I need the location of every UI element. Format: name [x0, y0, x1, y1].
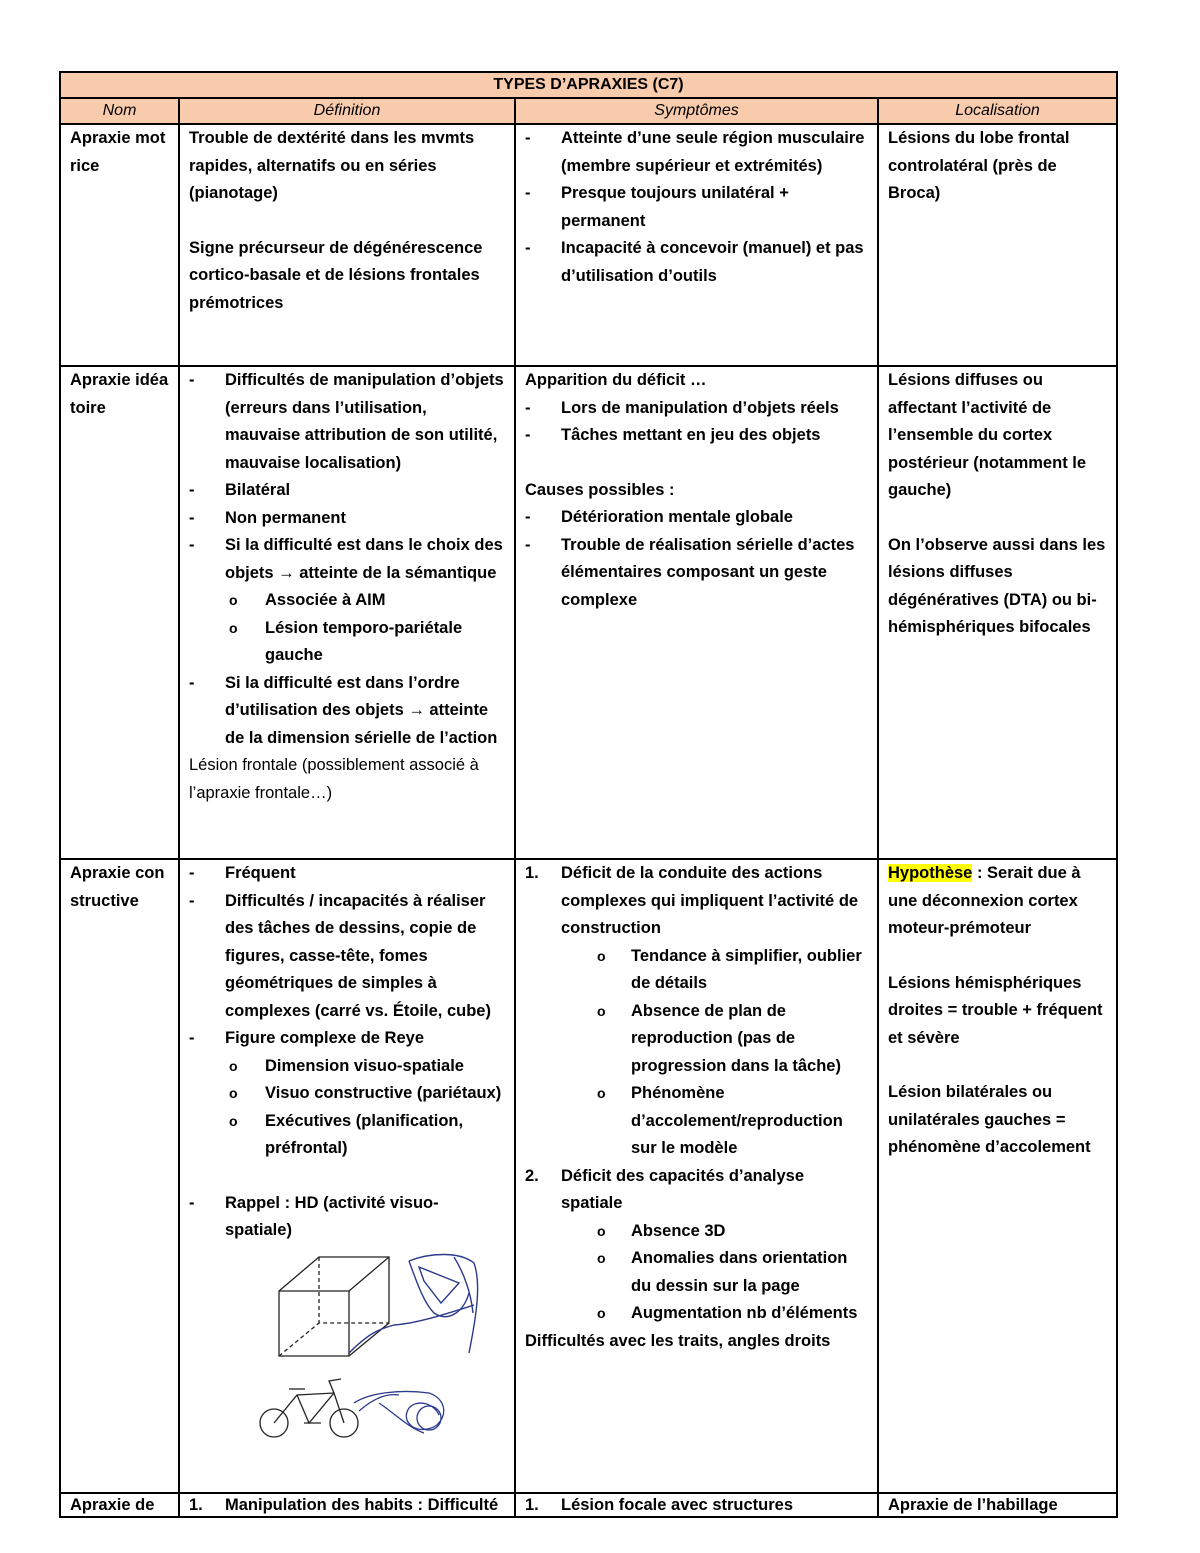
- item-text: Déficit des capacités d’analyse spatiale: [561, 1166, 805, 1212]
- definition-motrice: [179, 124, 515, 366]
- localisation-text: On l’observe aussi dans les lésions diffuses dégénératives (DTA) ou bi-hémisphériques bifocales: [888, 535, 1106, 636]
- list-item: - Trouble de réalisation sérielle d’actes élémentaires composant un geste complexe: [525, 532, 868, 615]
- symptoms-ideatoire: [515, 366, 878, 859]
- symptoms-habillage: [515, 1493, 878, 1517]
- bicycle-copy-scribble: [354, 1391, 444, 1433]
- sub-list-item: o Associée à AIM: [189, 587, 505, 615]
- list-item: - Difficultés / incapacités à réaliser des tâches de dessins, copie de figures, casse-tête, fomes géométriques de simples à complexes (carré vs. Étoile, cube): [189, 888, 505, 1026]
- sub-list-item: o Visuo constructive (pariétaux): [189, 1080, 505, 1108]
- apraxia-table: [59, 71, 1118, 1518]
- row-name-habillage: Apraxie de: [60, 1493, 179, 1517]
- bicycle-drawing: [260, 1379, 358, 1437]
- list-item: - Détérioration mentale globale: [525, 504, 868, 532]
- sub-list-item: o Augmentation nb d’éléments: [525, 1300, 868, 1328]
- symptoms-heading: Apparition du déficit …: [525, 371, 707, 389]
- definition-ideatoire: [179, 366, 515, 859]
- sub-list-item: o Absence 3D: [525, 1218, 868, 1246]
- definition-text: Signe précurseur de dégénérescence cortico-basale et de lésions frontales prémotrices: [189, 238, 483, 312]
- numbered-item: [525, 1494, 868, 1516]
- localisation-habillage: Apraxie de l’habillage: [878, 1493, 1117, 1517]
- item-number: 1.: [525, 1496, 539, 1514]
- list-item: - Figure complexe de Reye: [189, 1025, 505, 1053]
- list-item: - Lors de manipulation d’objets réels: [525, 395, 868, 423]
- list-item: - Tâches mettant en jeu des objets: [525, 422, 868, 450]
- list-item: - Non permanent: [189, 505, 505, 533]
- table-row: [60, 859, 1117, 1493]
- numbered-item: [525, 860, 868, 943]
- localisation-constructive: [878, 859, 1117, 1493]
- symptoms-heading: Causes possibles :: [525, 480, 675, 499]
- list-item: - Presque toujours unilatéral + permanent: [525, 180, 868, 235]
- table-row: [60, 366, 1117, 859]
- localisation-text: Lésions hémisphériques droites = trouble + fréquent et sévère: [888, 973, 1103, 1047]
- list-item: - Rappel : HD (activité visuo-spatiale): [189, 1190, 505, 1245]
- header-nom: Nom: [60, 98, 179, 124]
- localisation-ideatoire: [878, 366, 1117, 859]
- numbered-item: [189, 1494, 505, 1516]
- row-name-motrice: Apraxie motrice: [60, 124, 179, 366]
- definition-habillage: [179, 1493, 515, 1517]
- list-item: - Fréquent: [189, 860, 505, 888]
- sub-list-item: o Tendance à simplifier, oublier de détails: [525, 943, 868, 998]
- list-item: - Bilatéral: [189, 477, 505, 505]
- definition-text: Trouble de dextérité dans les mvmts rapides, alternatifs ou en séries (pianotage): [189, 129, 475, 202]
- list-item: - Si la difficulté est dans l’ordre d’utilisation des objets → atteinte de la dimension sérielle de l’action: [189, 670, 505, 753]
- sub-list-item: o Lésion temporo-pariétale gauche: [189, 615, 505, 670]
- table-title: TYPES D’APRAXIES (C7): [60, 72, 1117, 98]
- item-text: Déficit de la conduite des actions complexes qui impliquent l’activité de construction: [561, 864, 859, 937]
- definition-constructive: [179, 859, 515, 1493]
- sub-list-item: o Anomalies dans orientation du dessin sur la page: [525, 1245, 868, 1300]
- localisation-text: Lésion bilatérales ou unilatérales gauches = phénomène d’accolement: [888, 1083, 1091, 1156]
- table-row: [60, 124, 1117, 366]
- localisation-text-rest: : Serait due à une déconnexion cortex moteur-prémoteur: [888, 864, 1081, 937]
- table-row: [60, 1493, 1117, 1517]
- highlight-hypothese: Hypothèse: [888, 864, 973, 882]
- localisation-text: [888, 860, 1107, 943]
- item-number: 1.: [525, 864, 539, 882]
- constructive-apraxia-sketch-image: [259, 1253, 479, 1448]
- item-number: 1.: [189, 1496, 203, 1514]
- list-item: - Incapacité à concevoir (manuel) et pas d’utilisation d’outils: [525, 235, 868, 290]
- sub-list-item: o Absence de plan de reproduction (pas de progression dans la tâche): [525, 998, 868, 1081]
- header-definition: Définition: [179, 98, 515, 124]
- header-symptomes: Symptômes: [515, 98, 878, 124]
- list-item: - Difficultés de manipulation d’objets (erreurs dans l’utilisation, mauvaise attribution de son utilité, mauvaise localisation): [189, 367, 505, 477]
- definition-text: Lésion frontale (possiblement associé à l’apraxie frontale…): [189, 756, 479, 802]
- sub-list-item: o Dimension visuo-spatiale: [189, 1053, 505, 1081]
- header-localisation: Localisation: [878, 98, 1117, 124]
- item-text: Lésion focale avec structures: [561, 1496, 794, 1514]
- sub-list-item: o Phénomène d’accolement/reproduction sur le modèle: [525, 1080, 868, 1163]
- sub-list-item: o Exécutives (planification, préfrontal): [189, 1108, 505, 1163]
- cube-drawing: [279, 1257, 389, 1356]
- item-text: Manipulation des habits : Difficulté: [225, 1496, 499, 1514]
- list-item: - Atteinte d’une seule région musculaire (membre supérieur et extrémités): [525, 125, 868, 180]
- list-item: - Si la difficulté est dans le choix des objets → atteinte de la sémantique: [189, 532, 505, 587]
- localisation-text: Lésions diffuses ou affectant l’activité de l’ensemble du cortex postérieur (notamment le gauche): [888, 371, 1087, 499]
- row-name-ideatoire: Apraxie idéatoire: [60, 366, 179, 859]
- symptoms-constructive: [515, 859, 878, 1493]
- cube-copy-scribble: [349, 1254, 478, 1353]
- symptoms-text: Difficultés avec les traits, angles droits: [525, 1331, 831, 1350]
- numbered-item: [525, 1163, 868, 1218]
- symptoms-motrice: [515, 124, 878, 366]
- localisation-motrice: Lésions du lobe frontal controlatéral (près de Broca): [878, 124, 1117, 366]
- row-name-constructive: Apraxie constructive: [60, 859, 179, 1493]
- item-number: 2.: [525, 1166, 539, 1185]
